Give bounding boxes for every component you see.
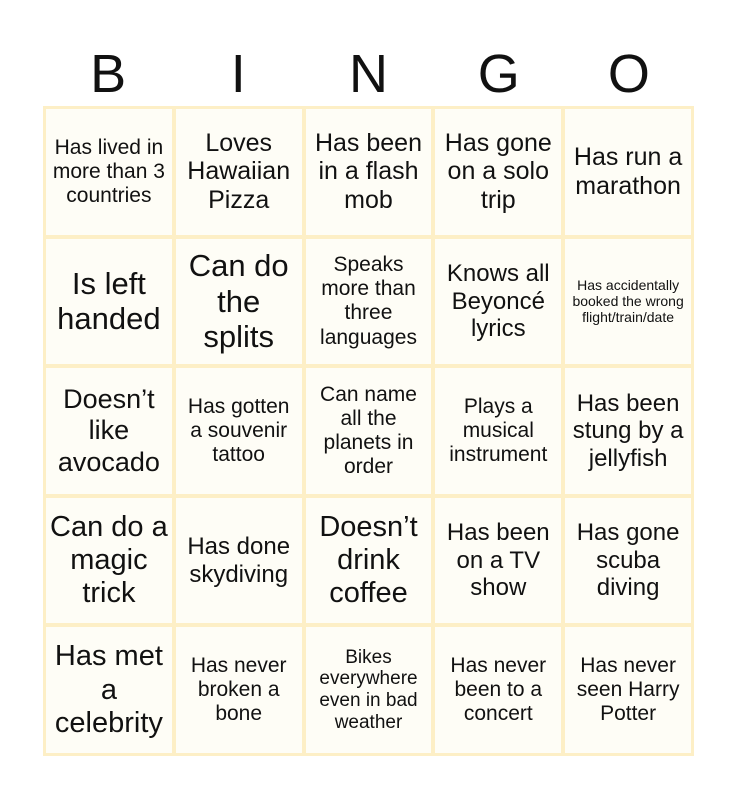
bingo-cell[interactable]: Has been in a flash mob — [306, 109, 432, 235]
bingo-cell[interactable]: Can name all the planets in order — [306, 368, 432, 494]
header-letter-n: N — [348, 44, 388, 104]
header-letter-g: G — [477, 44, 520, 104]
bingo-cell[interactable]: Can do a magic trick — [46, 498, 172, 624]
bingo-cell[interactable]: Has never seen Harry Potter — [565, 627, 691, 753]
bingo-cell[interactable]: Doesn’t like avocado — [46, 368, 172, 494]
bingo-cell[interactable]: Has accidentally booked the wrong flight/train/date — [565, 239, 691, 365]
bingo-header — [43, 42, 694, 106]
bingo-cell[interactable]: Can do the splits — [176, 239, 302, 365]
bingo-cell[interactable]: Has gone on a solo trip — [435, 109, 561, 235]
bingo-cell[interactable]: Doesn’t drink coffee — [306, 498, 432, 624]
bingo-cell[interactable]: Knows all Beyoncé lyrics — [435, 239, 561, 365]
bingo-cell[interactable]: Has never been to a concert — [435, 627, 561, 753]
bingo-cell[interactable]: Has met a celebrity — [46, 627, 172, 753]
header-letter-o: O — [607, 44, 650, 104]
bingo-cell[interactable]: Has lived in more than 3 countries — [46, 109, 172, 235]
bingo-cell[interactable]: Has gotten a souvenir tattoo — [176, 368, 302, 494]
bingo-cell[interactable]: Has been stung by a jellyfish — [565, 368, 691, 494]
bingo-cell[interactable]: Plays a musical instrument — [435, 368, 561, 494]
bingo-cell[interactable]: Has been on a TV show — [435, 498, 561, 624]
bingo-cell[interactable]: Loves Hawaiian Pizza — [176, 109, 302, 235]
bingo-board — [43, 106, 694, 756]
header-letter-b: B — [90, 44, 127, 104]
bingo-cell[interactable]: Is left handed — [46, 239, 172, 365]
bingo-cell[interactable]: Speaks more than three languages — [306, 239, 432, 365]
bingo-cell[interactable]: Has never broken a bone — [176, 627, 302, 753]
header-letter-i: I — [230, 44, 246, 104]
bingo-cell[interactable]: Has gone scuba diving — [565, 498, 691, 624]
bingo-cell[interactable]: Has done skydiving — [176, 498, 302, 624]
bingo-cell[interactable]: Has run a marathon — [565, 109, 691, 235]
bingo-cell[interactable]: Bikes everywhere even in bad weather — [306, 627, 432, 753]
